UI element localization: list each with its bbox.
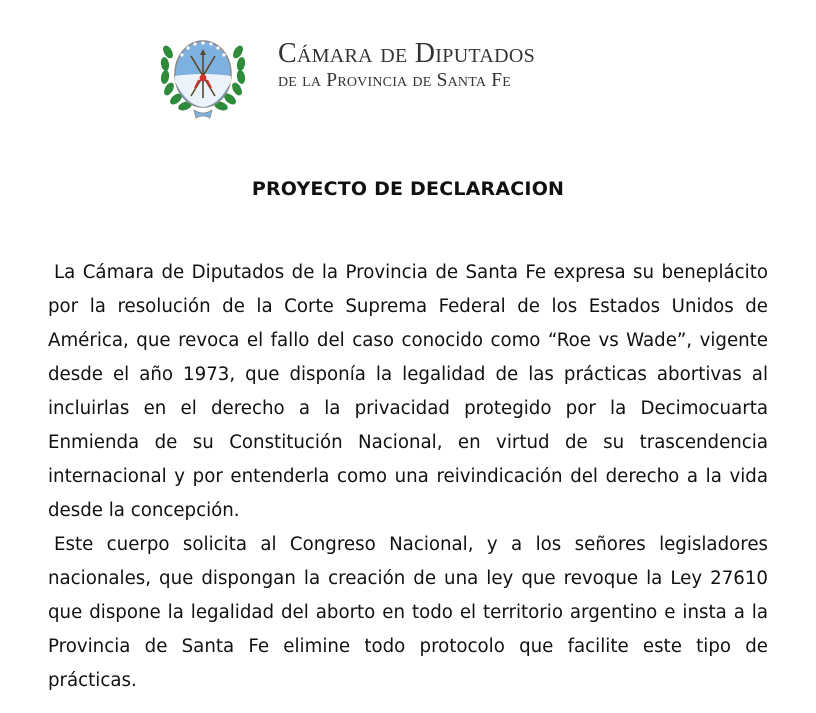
org-name-line1: Cámara de Diputados bbox=[278, 38, 536, 69]
document-body bbox=[48, 256, 768, 698]
org-name-line2: de la Provincia de Santa Fe bbox=[278, 70, 512, 91]
body-paragraph-1: La Cámara de Diputados de la Provincia de Santa Fe expresa su beneplácito por la resolución de la Corte Suprema Federal de los Estados Unidos de América, que revoca el fallo del caso conocido como “Roe vs Wade”, vigente desde el año 1973, que disponía la legalidad de las prácticas abortivas al incluirlas en el derecho a la privacidad protegido por la Decimocuarta Enmienda de su Constitución Nacional, en virtud de su trascendencia internacional y por entenderla como una reivindicación del derecho a la vida desde la concepción. bbox=[48, 262, 768, 521]
organization-name bbox=[278, 40, 535, 93]
document-title: PROYECTO DE DECLARACION bbox=[251, 178, 565, 200]
letterhead bbox=[158, 22, 578, 122]
coat-of-arms-seal bbox=[158, 22, 248, 122]
body-paragraph-2: Este cuerpo solicita al Congreso Nacional, y a los señores legisladores nacionales, que dispongan la creación de una ley que revoque la Ley 27610 que dispone la legalidad del aborto en todo el territorio argentino e insta a la Provincia de Santa Fe elimine todo protocolo que facilite este tipo de prácticas. bbox=[48, 534, 768, 691]
